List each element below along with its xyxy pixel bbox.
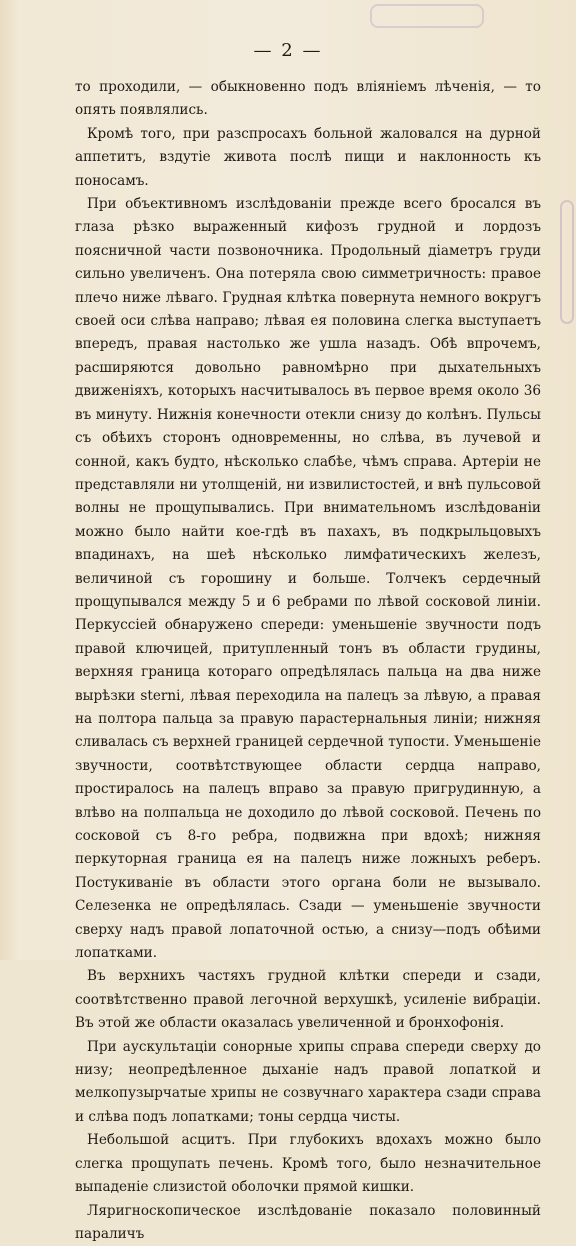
paragraph: Небольшой асцитъ. При глубокихъ вдохахъ можно было слегка прощупать печень. Кромѣ того, было незначительное выпаденіе слизистой оболочки прямой кишки.: [75, 1129, 541, 1199]
paragraph: При аускультаціи сонорные хрипы справа спереди сверху до низу; неопредѣленное дыханіе надъ правой лопаткой и мелкопузырчатые хрипы не созвучнаго характера сзади справа и слѣва подъ лопатками; тоны сердца чисты.: [75, 1036, 541, 1130]
ink-stamp-mark: [560, 200, 574, 324]
paragraph: Кромѣ того, при разспросахъ больной жаловался на дурной аппетитъ, вздутіе живота послѣ пищи и наклонность къ поносамъ.: [75, 123, 541, 193]
paragraph: то проходили, — обыкновенно подъ вліяніемъ лѣченія, — то опять появлялись.: [75, 76, 541, 123]
page-number: — 2 —: [0, 40, 576, 61]
ink-stamp-mark: [370, 4, 484, 28]
paragraph: Ляригноскопическое изслѣдованіе показало половинный параличъ: [75, 1200, 541, 1246]
paragraph: При объективномъ изслѣдованіи прежде всего бросался въ глаза рѣзко выраженный кифозъ грудной и лордозъ поясничной части позвоночника. Продольный діаметръ груди сильно увеличенъ. Она потеряла свою симметричность: правое плечо ниже лѣваго. Грудная клѣтка повернута немного вокругъ своей оси слѣва направо; лѣвая ея половина слегка выступаетъ впередъ, правая настолько же ушла назадъ. Обѣ впрочемъ, расширяются довольно равномѣрно при дыхательныхъ движеніяхъ, которыхъ насчитывалось въ первое время около 36 въ минуту. Нижнія конечности отекли снизу до колѣнъ. Пульсы съ обѣихъ сторонъ одновременны, но слѣва, въ лучевой и сонной, какъ будто, нѣсколько слабѣе, чѣмъ справа. Артеріи не представляли ни утолщеній, ни извилистостей, и внѣ пульсовой волны не прощупывались. При внимательномъ изслѣдованіи можно было найти кое-гдѣ въ пахахъ, въ подкрыльцовыхъ впадинахъ, на шеѣ нѣсколько лимфатическихъ железъ, величиной съ горошину и больше. Толчекъ сердечный прощупывался между 5 и 6 ребрами по лѣвой сосковой линіи. Перкуссіей обнаружено спереди: уменьшеніе звучности подъ правой ключицей, притупленный тонъ въ области грудины, верхняя граница котораго опредѣлялась пальца на два ниже вырѣзки sterni, лѣвая переходила на палецъ за лѣвую, а правая на полтора пальца за правую парастернальныя линіи; нижняя сливалась съ верхней границей сердечной тупости. Уменьшеніе звучности, соотвѣтствующее области сердца направо, простиралось на палецъ вправо за правую пригрудинную, а влѣво на полпальца не доходило до лѣвой сосковой. Печень по сосковой съ 8-го ребра, подвижна при вдохѣ; нижняя перкуторная граница ея на палецъ ниже ложныхъ реберъ. Постукиваніе въ области этого органа боли не вызывало. Селезенка не опредѣлялась. Сзади — уменьшеніе звучности сверху надъ правой лопаточной остью, а снизу—подъ обѣими лопатками.: [75, 193, 541, 965]
paragraph: Въ верхнихъ частяхъ грудной клѣтки спереди и сзади, соотвѣтственно правой легочной верхушкѣ, усиленіе вибраціи. Въ этой же области оказалась увеличенной и бронхофонія.: [75, 965, 541, 1035]
body-text: [75, 76, 541, 1246]
